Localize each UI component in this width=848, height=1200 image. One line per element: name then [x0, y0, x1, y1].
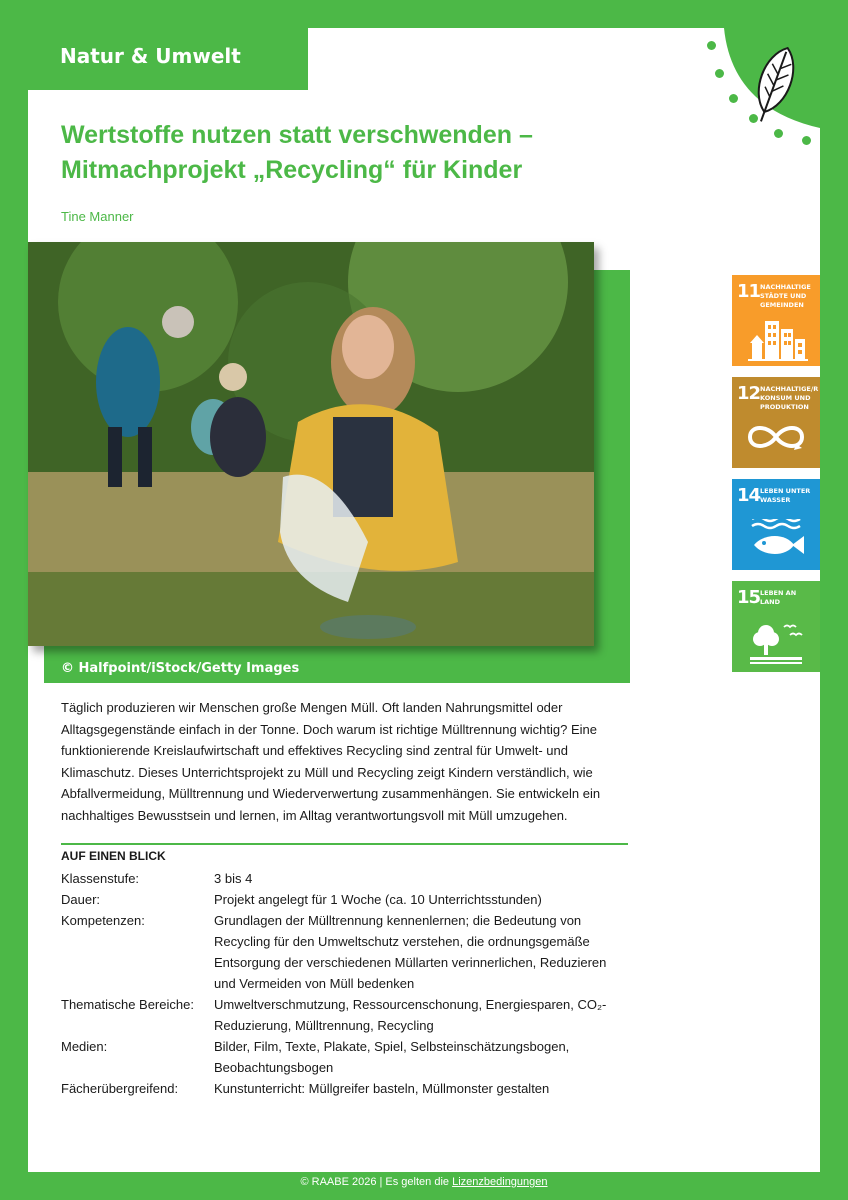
sdg-badge-15	[732, 581, 820, 672]
overview-label: Fächerübergreifend:	[61, 1081, 179, 1096]
overview-label: Klassenstufe:	[61, 871, 140, 886]
decor-dot	[715, 69, 724, 78]
overview-value: Bilder, Film, Texte, Plakate, Spiel, Selbsteinschätzungsbogen, Beobachtungsbogen	[214, 1039, 570, 1075]
sdg-number: 12	[737, 383, 761, 404]
leaf-decoration	[724, 28, 820, 128]
overview-value: Grundlagen der Mülltrennung kennenlernen; die Bedeutung von Recycling für den Umweltschutz verstehen, die ordnungsgemäße Entsorgung der verschiedenen Müllarten verinnerlichen, Reduzieren und Vermeiden von Müll bedenken	[214, 913, 607, 991]
overview-value: Kunstunterricht: Müllgreifer basteln, Müllmonster gestalten	[214, 1081, 550, 1096]
overview-value: Umweltverschmutzung, Ressourcenschonung, Energiesparen, CO₂-Reduzierung, Mülltrennung, Recycling	[214, 997, 607, 1033]
decor-dot	[802, 136, 811, 145]
tree-bird-icon	[732, 621, 820, 671]
overview-value: 3 bis 4	[214, 871, 253, 886]
decor-dot	[774, 129, 783, 138]
overview-label: Thematische Bereiche:	[61, 997, 194, 1012]
photo-scene	[28, 242, 594, 646]
sdg-label: NACHHALTIGE STÄDTE UND GEMEINDEN	[760, 283, 811, 309]
overview-label: Dauer:	[61, 892, 101, 907]
overview-label: Kompetenzen:	[61, 913, 145, 928]
overview-label: Medien:	[61, 1039, 108, 1054]
decor-dot	[707, 41, 716, 50]
sdg-number: 14	[737, 485, 761, 506]
leaf-corner-icon	[724, 28, 820, 128]
title-line-2: Mitmachprojekt „Recycling“ für Kinder	[61, 156, 523, 184]
overview-row	[61, 1078, 636, 1099]
sdg-badge-11	[732, 275, 820, 366]
sdg-number: 11	[737, 281, 761, 302]
section-divider	[61, 843, 628, 845]
infinity-icon	[732, 417, 820, 467]
overview-value: Projekt angelegt für 1 Woche (ca. 10 Unterrichtsstunden)	[214, 892, 542, 907]
page-title	[61, 118, 621, 188]
overview-row	[61, 868, 636, 889]
sdg-number: 15	[737, 587, 761, 608]
author: Tine Manner	[61, 209, 134, 224]
sdg-badge-12	[732, 377, 820, 468]
sdg-label: LEBEN AN LAND	[760, 589, 797, 606]
city-icon	[732, 315, 820, 365]
title-line-1: Wertstoffe nutzen statt verschwenden –	[61, 121, 533, 149]
overview-row	[61, 1036, 636, 1078]
overview-heading: AUF EINEN BLICK	[61, 849, 166, 863]
overview-row	[61, 889, 636, 910]
license-link[interactable]: Lizenzbedingungen	[452, 1176, 548, 1188]
overview-row	[61, 910, 636, 994]
intro-paragraph: Täglich produzieren wir Menschen große Mengen Müll. Oft landen Nahrungsmittel oder Alltagsgegenstände einfach in der Tonne. Doch warum ist richtige Mülltrennung wichtig? Eine funktionierende Kreislaufwirtschaft und effektives Recycling sind zentral für Umwelt- und Klimaschutz. Dieses Unterrichtsprojekt zu Müll und Recycling zeigt Kindern verständlich, wie Abfallvermeidung, Mülltrennung und Wiederverwertung zusammenhängen. Sie entwickeln ein nachhaltiges Bewusstsein und lernen, im Alltag verantwortungsvoll mit Müll umzugehen.	[61, 700, 601, 823]
sdg-badge-14	[732, 479, 820, 570]
decor-dot	[749, 114, 758, 123]
hero-photo	[28, 242, 594, 646]
sdg-label: NACHHALTIGE/R KONSUM UND PRODUKTION	[760, 385, 819, 411]
overview-row	[61, 994, 636, 1036]
photo-credit: © Halfpoint/iStock/Getty Images	[61, 661, 300, 676]
footer-copyright: © RAABE 2026 | Es gelten die	[300, 1176, 450, 1188]
footer	[0, 1176, 848, 1188]
sdg-label: LEBEN UNTER WASSER	[760, 487, 811, 504]
decor-dot	[729, 94, 738, 103]
fish-icon	[732, 519, 820, 569]
overview-table	[61, 868, 636, 1099]
category-label: Natur & Umwelt	[60, 44, 241, 68]
category-tab	[28, 28, 308, 90]
